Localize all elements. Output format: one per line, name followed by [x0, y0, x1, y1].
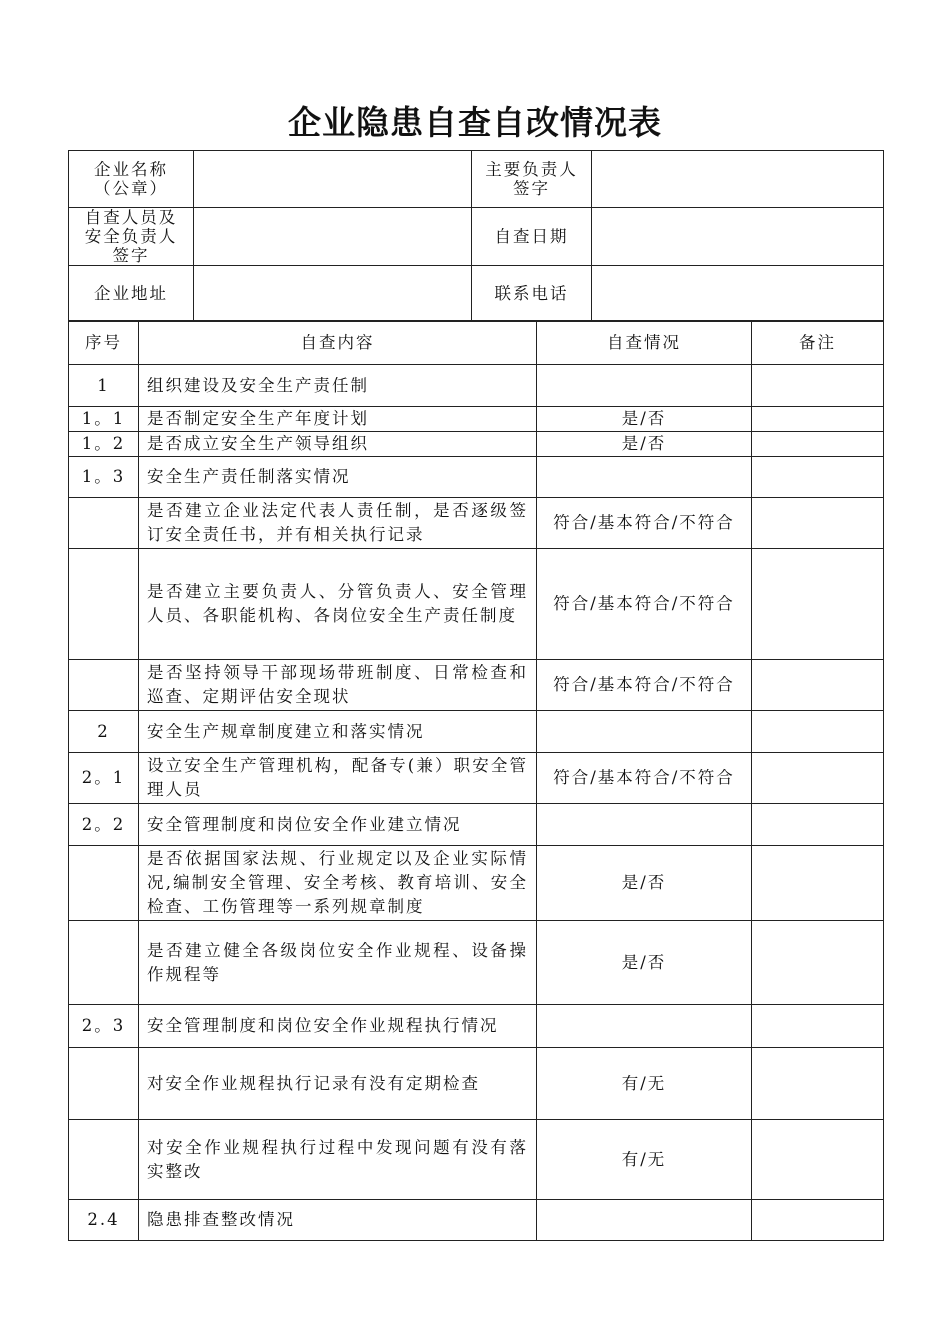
row-remarks[interactable] — [752, 1120, 884, 1200]
row-number: 2。3 — [69, 1005, 139, 1048]
table-row — [69, 498, 884, 549]
row-content: 安全生产责任制落实情况 — [139, 457, 537, 498]
row-status[interactable]: 符合/基本符合/不符合 — [537, 753, 752, 804]
table-row — [69, 846, 884, 921]
row-status[interactable]: 有/无 — [537, 1048, 752, 1120]
row-status[interactable] — [537, 711, 752, 753]
row-remarks[interactable] — [752, 804, 884, 846]
row-status[interactable]: 符合/基本符合/不符合 — [537, 498, 752, 549]
row-number — [69, 921, 139, 1005]
row-status[interactable] — [537, 1200, 752, 1241]
checklist-table — [68, 320, 884, 1241]
table-row — [69, 457, 884, 498]
row-status[interactable]: 是/否 — [537, 921, 752, 1005]
column-header-no: 序号 — [69, 321, 139, 365]
row-content: 隐患排查整改情况 — [139, 1200, 537, 1241]
row-number: 2.4 — [69, 1200, 139, 1241]
row-number: 1。3 — [69, 457, 139, 498]
row-remarks[interactable] — [752, 846, 884, 921]
row-remarks[interactable] — [752, 498, 884, 549]
row-number — [69, 846, 139, 921]
row-content: 安全管理制度和岗位安全作业规程执行情况 — [139, 1005, 537, 1048]
table-header-row — [69, 321, 884, 365]
row-content: 设立安全生产管理机构，配备专(兼）职安全管理人员 — [139, 753, 537, 804]
row-status[interactable]: 符合/基本符合/不符合 — [537, 660, 752, 711]
row-status[interactable]: 是/否 — [537, 846, 752, 921]
row-number — [69, 498, 139, 549]
row-remarks[interactable] — [752, 921, 884, 1005]
table-row — [69, 365, 884, 407]
row-number: 1 — [69, 365, 139, 407]
row-number: 1。1 — [69, 407, 139, 432]
table-row — [69, 407, 884, 432]
table-row — [69, 1048, 884, 1120]
row-content: 安全管理制度和岗位安全作业建立情况 — [139, 804, 537, 846]
row-number: 2 — [69, 711, 139, 753]
row-number — [69, 1120, 139, 1200]
row-remarks[interactable] — [752, 1005, 884, 1048]
address-label: 企业地址 — [69, 266, 194, 322]
table-row — [69, 711, 884, 753]
row-remarks[interactable] — [752, 365, 884, 407]
phone-field[interactable] — [592, 266, 884, 322]
table-row — [69, 1120, 884, 1200]
row-status[interactable]: 有/无 — [537, 1120, 752, 1200]
row-number: 2。1 — [69, 753, 139, 804]
row-remarks[interactable] — [752, 457, 884, 498]
row-content: 组织建设及安全生产责任制 — [139, 365, 537, 407]
inspector-sign-field[interactable] — [194, 208, 472, 266]
row-remarks[interactable] — [752, 753, 884, 804]
company-name-field[interactable] — [194, 151, 472, 208]
row-status[interactable] — [537, 457, 752, 498]
company-name-label: 企业名称 （公章） — [69, 151, 194, 208]
row-status[interactable] — [537, 365, 752, 407]
page-title: 企业隐患自查自改情况表 — [288, 103, 662, 142]
table-row — [69, 753, 884, 804]
row-remarks[interactable] — [752, 432, 884, 457]
row-remarks[interactable] — [752, 549, 884, 660]
row-content: 是否制定安全生产年度计划 — [139, 407, 537, 432]
column-header-content: 自查内容 — [139, 321, 537, 365]
row-remarks[interactable] — [752, 1200, 884, 1241]
column-header-remarks: 备注 — [752, 321, 884, 365]
row-number — [69, 660, 139, 711]
table-row — [69, 549, 884, 660]
row-remarks[interactable] — [752, 407, 884, 432]
principal-sign-field[interactable] — [592, 151, 884, 208]
table-row — [69, 804, 884, 846]
row-number — [69, 1048, 139, 1120]
row-number — [69, 549, 139, 660]
row-number: 2。2 — [69, 804, 139, 846]
row-status[interactable]: 符合/基本符合/不符合 — [537, 549, 752, 660]
check-date-label: 自查日期 — [472, 208, 592, 266]
row-content: 安全生产规章制度建立和落实情况 — [139, 711, 537, 753]
row-content: 是否依据国家法规、行业规定以及企业实际情况,编制安全管理、安全考核、教育培训、安全检查、工伤管理等一系列规章制度 — [139, 846, 537, 921]
row-remarks[interactable] — [752, 711, 884, 753]
table-row — [69, 660, 884, 711]
row-content: 是否建立健全各级岗位安全作业规程、设备操作规程等 — [139, 921, 537, 1005]
row-content: 对安全作业规程执行记录有没有定期检查 — [139, 1048, 537, 1120]
row-status[interactable]: 是/否 — [537, 407, 752, 432]
row-status[interactable] — [537, 1005, 752, 1048]
header-table — [68, 150, 884, 322]
row-status[interactable] — [537, 804, 752, 846]
table-row — [69, 1005, 884, 1048]
row-number: 1。2 — [69, 432, 139, 457]
row-content: 是否坚持领导干部现场带班制度、日常检查和巡查、定期评估安全现状 — [139, 660, 537, 711]
row-content: 是否建立企业法定代表人责任制，是否逐级签订安全责任书，并有相关执行记录 — [139, 498, 537, 549]
row-remarks[interactable] — [752, 660, 884, 711]
table-row — [69, 432, 884, 457]
column-header-status: 自查情况 — [537, 321, 752, 365]
row-status[interactable]: 是/否 — [537, 432, 752, 457]
inspector-sign-label: 自查人员及 安全负责人 签字 — [69, 208, 194, 266]
row-content: 对安全作业规程执行过程中发现问题有没有落实整改 — [139, 1120, 537, 1200]
table-row — [69, 1200, 884, 1241]
principal-sign-label: 主要负责人 签字 — [472, 151, 592, 208]
phone-label: 联系电话 — [472, 266, 592, 322]
table-row — [69, 921, 884, 1005]
check-date-field[interactable] — [592, 208, 884, 266]
row-remarks[interactable] — [752, 1048, 884, 1120]
address-field[interactable] — [194, 266, 472, 322]
row-content: 是否成立安全生产领导组织 — [139, 432, 537, 457]
row-content: 是否建立主要负责人、分管负责人、安全管理人员、各职能机构、各岗位安全生产责任制度 — [139, 549, 537, 660]
